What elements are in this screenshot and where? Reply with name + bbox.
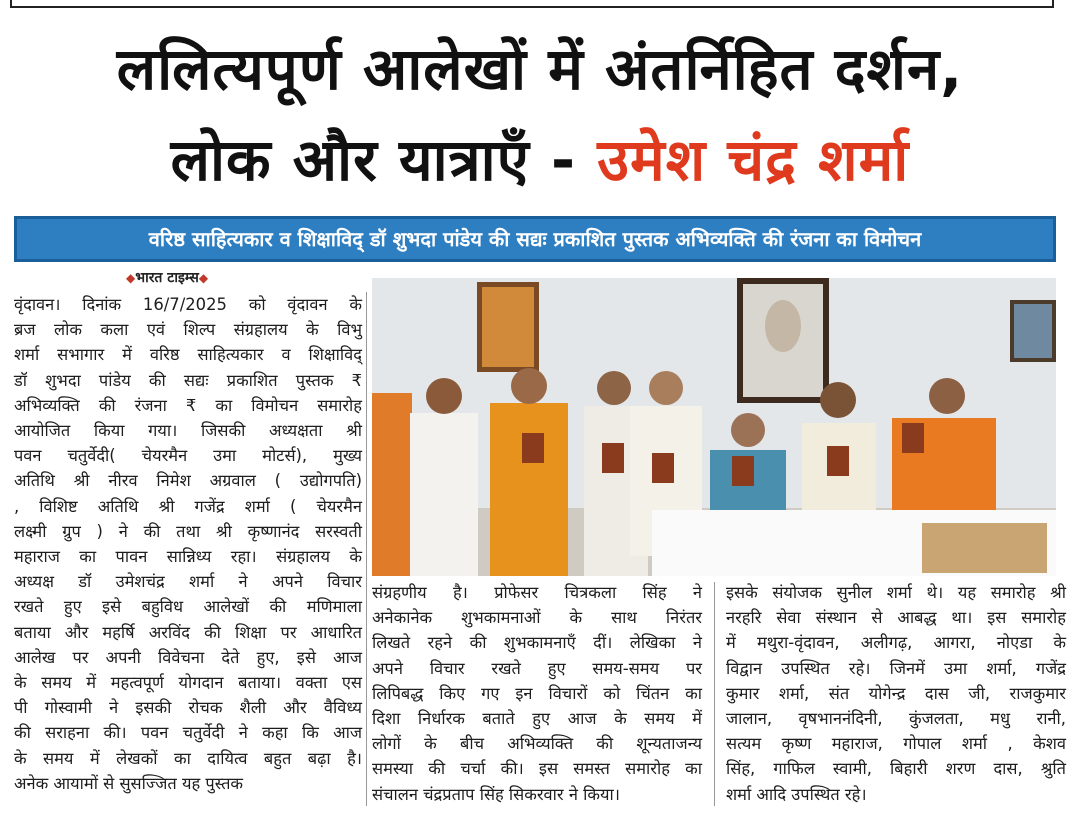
text-line: पी गोस्वामी ने इसकी रोचक शैली और वैविध्य	[14, 698, 362, 718]
text-line: पवन चतुर्वेदी( चेयरमैन उमा मोटर्स), मुख्य	[14, 446, 362, 466]
column-divider	[366, 292, 367, 806]
text-line: शर्मा आदि उपस्थित रहे।	[726, 784, 867, 804]
text-line: आयोजित किया गया। जिसकी अध्यक्षता श्री	[14, 421, 362, 441]
text-line: ब्रज लोक कला एवं शिल्प संग्रहालय के विभु	[14, 320, 362, 340]
text-line: में मथुरा-वृंदावन, अलीगढ़, आगरा, नोएडा के	[726, 633, 1066, 653]
subheading-banner: वरिष्ठ साहित्यकार व शिक्षाविद् डॉ शुभदा पांडेय की सद्यः प्रकाशित पुस्तक अभिव्यक्ति की रंजना का विमोचन	[14, 216, 1056, 262]
headline-subtitle: लोक और यात्राएँ -	[170, 126, 598, 194]
top-border	[10, 0, 1054, 8]
source-credit	[126, 268, 208, 287]
text-line: सत्यम कृष्ण महाराज, गोपाल शर्मा , केशव	[726, 734, 1066, 754]
text-line: दिशा निर्धारक बताते हुए आज के समय में	[372, 709, 702, 729]
text-line: रखते हुए इसे बहुविध आलेखों की मणिमाला	[14, 597, 362, 617]
text-line: के समय में लेखकों का दायित्व बहुत बढ़ा है।	[14, 748, 362, 768]
text-line: अनेक आयामों से सुसज्जित यह पुस्तक	[14, 773, 243, 793]
headline-line-2	[0, 120, 1080, 200]
text-line: , विशिष्ट अतिथि श्री गजेंद्र शर्मा ( चेयरमैन	[14, 496, 362, 516]
event-photo	[372, 278, 1056, 576]
text-line: लिखते रहने की शुभकामनाएँ दीं। लेखिका ने	[372, 633, 702, 653]
text-line: लक्ष्मी ग्रुप ) ने की तथा श्री कृष्णानंद सरस्वती	[14, 521, 362, 541]
text-line: जालान, वृषभाननंदिनी, कुंजलता, मधु रानी,	[726, 709, 1066, 729]
article-column-1	[14, 292, 362, 796]
text-line: अपने विचार रखते हुए समय-समय पर	[372, 658, 702, 678]
text-line: अनेकानेक शुभकामनाओं के साथ निरंतर	[372, 608, 702, 628]
text-line: लिपिबद्ध किए गए इन विचारों को चिंतन का	[372, 683, 702, 703]
text-line: बताया और महर्षि अरविंद की शिक्षा पर आधारित	[14, 622, 362, 642]
text-line: महाराज का पावन सान्निध्य रहा। संग्रहालय के	[14, 547, 362, 567]
text-line: के समय में महत्वपूर्ण योगदान बताया। वक्ता एस	[14, 673, 362, 693]
text-line: संचालन चंद्रप्रताप सिंह सिकरवार ने किया।	[372, 784, 620, 804]
column-divider	[714, 582, 715, 806]
text-line: आलेख पर अपनी विवेचना देते हुए, इसे आज	[14, 647, 362, 667]
diamond-icon: ◆	[126, 271, 136, 285]
text-line: संग्रहणीय है। प्रोफेसर चित्रकला सिंह ने	[372, 583, 702, 602]
photo-illustration	[372, 278, 1056, 576]
text-line: डॉ शुभदा पांडेय की सद्यः प्रकाशित पुस्तक ₹	[14, 370, 362, 390]
text-line: विद्वान उपस्थित रहे। जिनमें उमा शर्मा, गजेंद्र	[726, 658, 1066, 678]
text-line: अतिथि श्री नीरव निमेश अग्रवाल ( उद्योगपति)	[14, 471, 362, 491]
text-line: नरहरि सेवा संस्थान से आबद्ध था। इस समारोह	[726, 608, 1066, 628]
text-line: इसके संयोजक सुनील शर्मा थे। यह समारोह श्री	[726, 583, 1066, 602]
text-line: कुमार शर्मा, संत योगेन्द्र दास जी, राजकुमार	[726, 683, 1066, 703]
article-column-2	[372, 580, 702, 807]
text-line: अभिव्यक्ति की रंजना ₹ का विमोचन समारोह	[14, 395, 362, 415]
diamond-icon: ◆	[198, 271, 209, 285]
headline-author: उमेश चंद्र शर्मा	[597, 126, 910, 194]
text-line: अध्यक्ष डॉ उमेशचंद्र शर्मा ने अपने विचार	[14, 572, 362, 592]
text-line: की सराहना की। पवन चतुर्वेदी ने कहा कि आज	[14, 723, 362, 743]
text-line: सिंह, गाफिल स्वामी, बिहारी शरण दास, श्रुति	[726, 759, 1066, 779]
text-line: लोगों के बीच अभिव्यक्ति की शून्यताजन्य	[372, 734, 702, 754]
article-column-3	[726, 580, 1066, 807]
text-line: समस्या की चर्चा की। इस समस्त समारोह का	[372, 759, 702, 779]
source-name: भारत टाइम्स	[135, 270, 199, 286]
text-line: वृंदावन। दिनांक 16/7/2025 को वृंदावन के	[14, 295, 362, 314]
headline-line-1: ललित्यपूर्ण आलेखों में अंतर्निहित दर्शन,	[116, 35, 964, 103]
text-line: शर्मा सभागार में वरिष्ठ साहित्यकार व शिक्षाविद्	[14, 345, 362, 365]
